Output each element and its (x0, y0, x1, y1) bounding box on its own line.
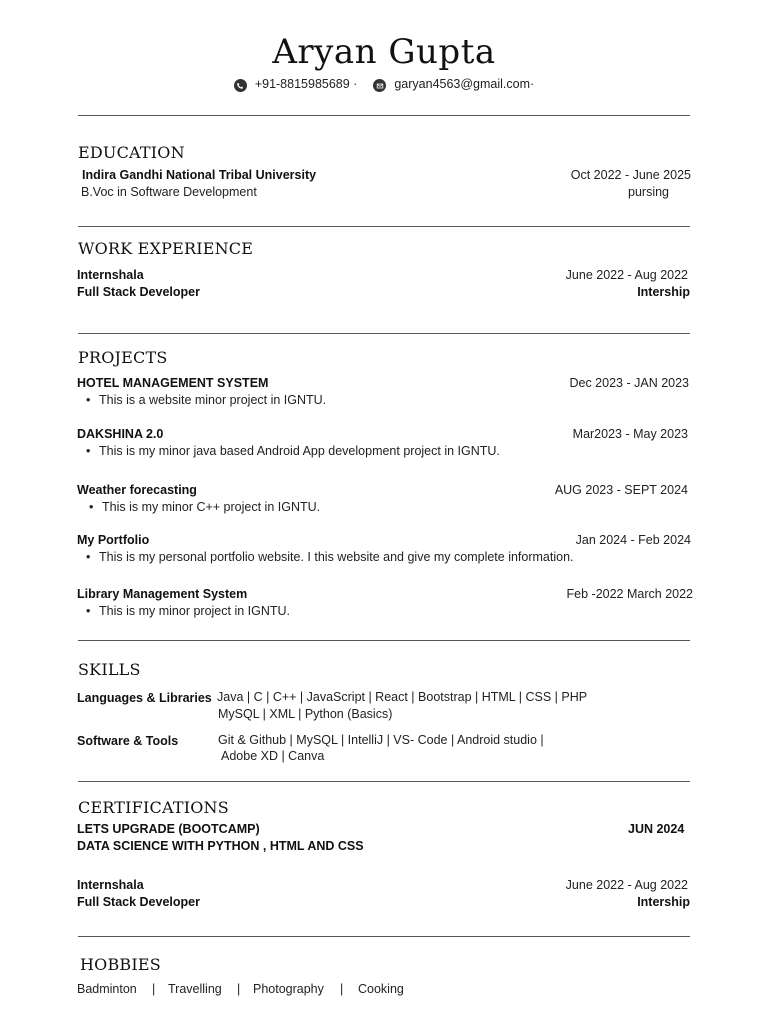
hobby-separator: | (152, 982, 156, 996)
hobby-item: Cooking (358, 982, 404, 996)
education-status: pursing (628, 185, 669, 199)
hobby-separator: | (237, 982, 241, 996)
skills-tools-label: Software & Tools (77, 734, 179, 748)
section-title-skills: SKILLS (78, 660, 141, 679)
skills-tools-line1: Git & Github | MySQL | IntelliJ | VS- Code | Android studio | (218, 733, 544, 747)
project-name: Library Management System (77, 587, 248, 601)
certification-type: Intership (637, 895, 690, 909)
hobby-item: Badminton (77, 982, 137, 996)
skills-languages-line1: Java | C | C++ | JavaScript | React | Bootstrap | HTML | CSS | PHP (217, 690, 588, 704)
contact-email (373, 76, 534, 92)
skills-languages-label: Languages & Libraries (77, 691, 212, 705)
education-degree: B.Voc in Software Development (81, 185, 257, 199)
project-description: • This is my minor java based Android App development project in IGNTU. (99, 444, 500, 458)
certification-name: LETS UPGRADE (BOOTCAMP) (77, 822, 260, 836)
resume-name: Aryan Gupta (272, 32, 496, 72)
work-company: Internshala (77, 268, 144, 282)
divider (78, 333, 690, 334)
hobby-separator: | (340, 982, 344, 996)
skills-languages-line2: MySQL | XML | Python (Basics) (218, 707, 393, 721)
phone-number[interactable]: +91-8815985689 · (254, 77, 358, 91)
project-name: HOTEL MANAGEMENT SYSTEM (77, 376, 269, 390)
work-role: Full Stack Developer (77, 285, 200, 299)
project-dates: Mar2023 - May 2023 (572, 427, 688, 441)
section-title-education: EDUCATION (78, 143, 185, 162)
project-name: My Portfolio (77, 533, 150, 547)
contact-phone (234, 76, 358, 92)
project-dates: Jan 2024 - Feb 2024 (575, 533, 691, 547)
divider (78, 115, 690, 116)
education-institution: Indira Gandhi National Tribal University (82, 168, 317, 182)
project-dates: Feb -2022 March 2022 (566, 587, 693, 601)
section-title-certifications: CERTIFICATIONS (78, 798, 229, 817)
work-type: Intership (637, 285, 690, 299)
contact-line (0, 76, 768, 92)
divider (78, 226, 690, 227)
project-description: • This is my personal portfolio website. I this website and give my complete information. (99, 550, 574, 564)
phone-icon (234, 79, 247, 92)
project-name: Weather forecasting (77, 483, 197, 497)
divider (78, 936, 690, 937)
project-name: DAKSHINA 2.0 (77, 427, 164, 441)
certification-role: Full Stack Developer (77, 895, 200, 909)
hobby-item: Photography (253, 982, 324, 996)
hobby-item: Travelling (168, 982, 222, 996)
project-description: • This is my minor project in IGNTU. (99, 604, 290, 618)
divider (78, 781, 690, 782)
section-title-projects: PROJECTS (78, 348, 168, 367)
education-dates: Oct 2022 - June 2025 (570, 168, 691, 182)
project-description: • This is a website minor project in IGNTU. (99, 393, 326, 407)
certification-dates: June 2022 - Aug 2022 (565, 878, 688, 892)
email-address[interactable]: garyan4563@gmail.com· (394, 77, 535, 91)
certification-detail: DATA SCIENCE WITH PYTHON , HTML AND CSS (77, 839, 364, 853)
skills-tools-line2: Adobe XD | Canva (221, 749, 325, 763)
section-title-work: WORK EXPERIENCE (78, 239, 254, 258)
envelope-icon (373, 79, 386, 92)
project-description: • This is my minor C++ project in IGNTU. (102, 500, 320, 514)
divider (78, 640, 690, 641)
work-dates: June 2022 - Aug 2022 (565, 268, 688, 282)
project-dates: AUG 2023 - SEPT 2024 (554, 483, 688, 497)
certification-org: Internshala (77, 878, 144, 892)
certification-date: JUN 2024 (628, 822, 685, 836)
section-title-hobbies: HOBBIES (80, 955, 161, 974)
project-dates: Dec 2023 - JAN 2023 (569, 376, 689, 390)
